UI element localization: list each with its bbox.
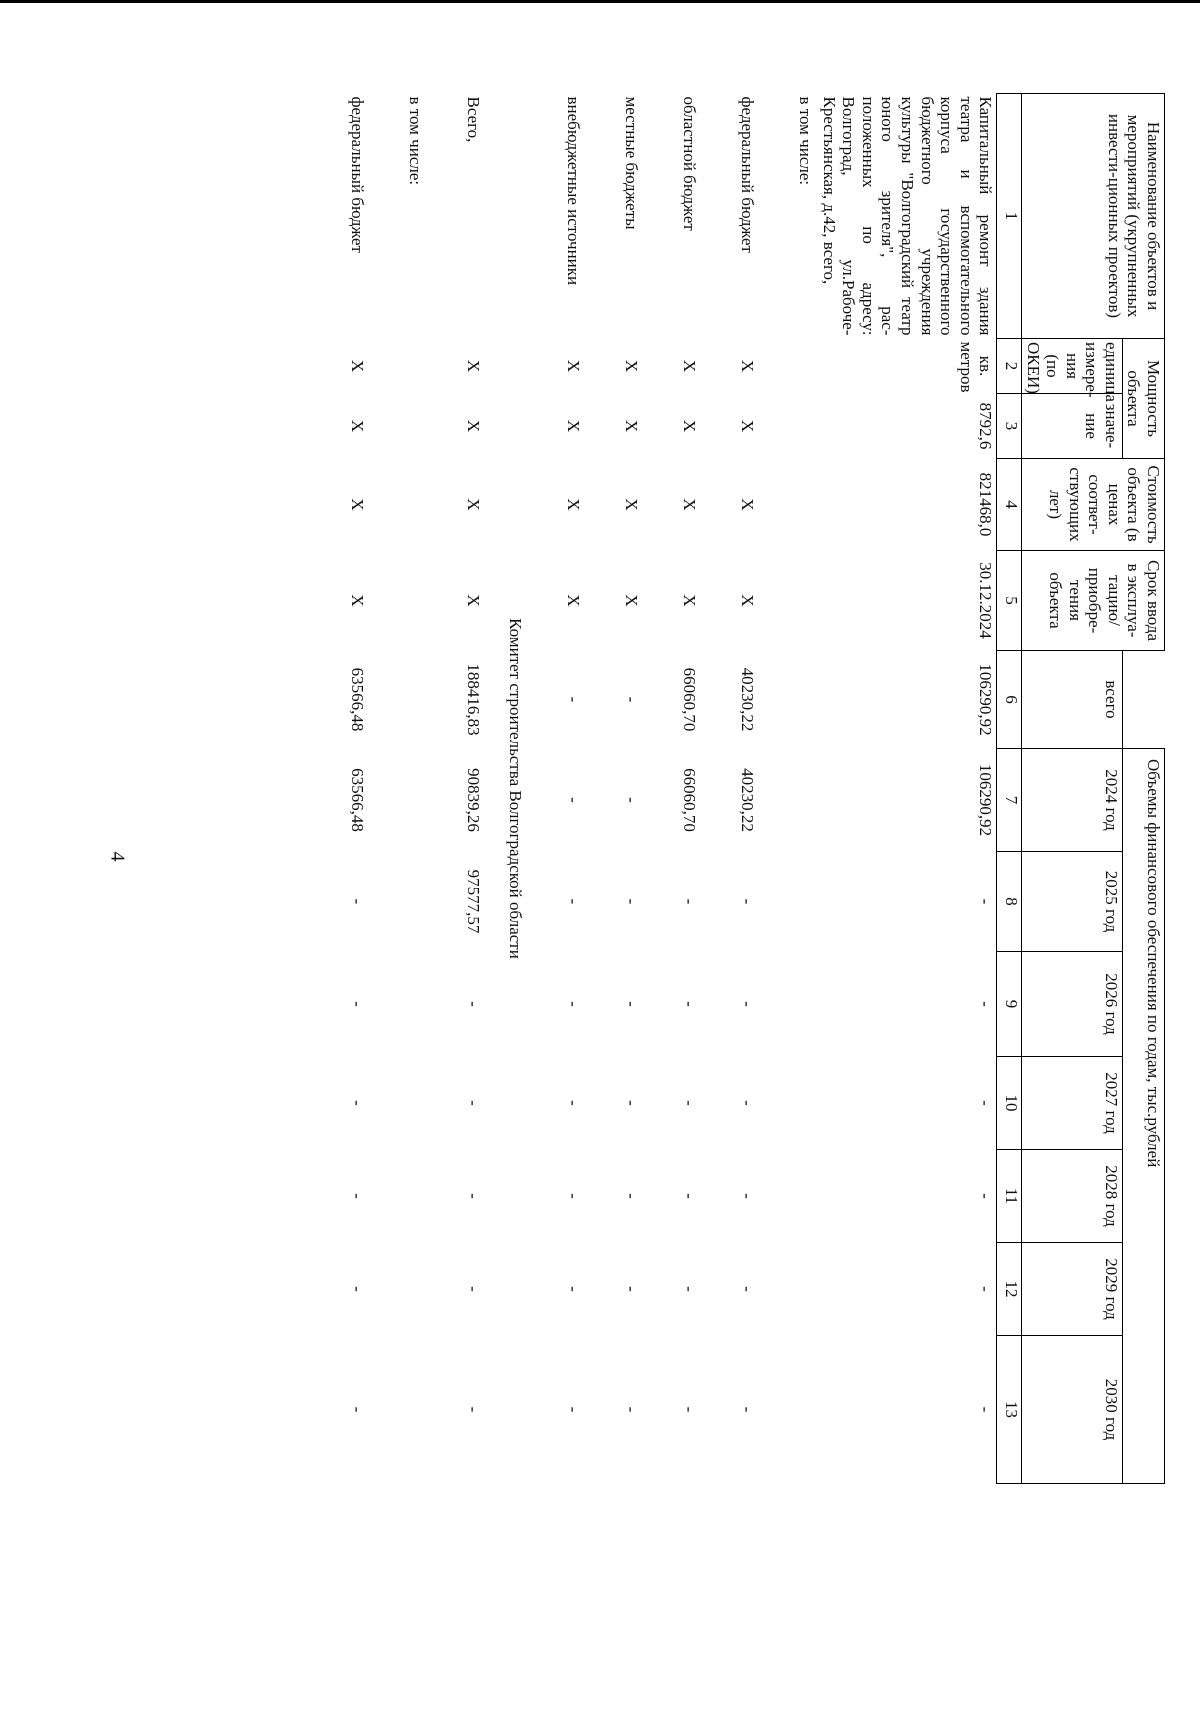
fed2-2025: - xyxy=(348,898,368,905)
obl-x3: X xyxy=(680,498,700,511)
obl-name: областной бюджет xyxy=(680,96,700,231)
col-num-10: 10 xyxy=(997,1057,1022,1150)
vne-2027: - xyxy=(564,1100,584,1106)
header-value: значе-ние xyxy=(1022,394,1123,459)
fed-total: 40230,22 xyxy=(738,667,758,732)
header-term: Срок ввода в эксплуа-тацию/ приобре-тения объекта xyxy=(1022,551,1165,651)
vne-total: - xyxy=(564,696,584,703)
mest-x4: X xyxy=(622,594,642,607)
vsego-2030: - xyxy=(464,1406,484,1413)
main-2027: - xyxy=(976,1100,996,1106)
fed2-x4: X xyxy=(348,594,368,607)
table-row-fed xyxy=(700,94,758,1484)
header-total: всего xyxy=(1022,651,1123,749)
table-row-vsego xyxy=(426,94,484,1484)
col-num-8: 8 xyxy=(997,852,1022,952)
main-value: 8792,6 xyxy=(976,402,996,450)
obl-2028: - xyxy=(680,1193,700,1199)
table-row-committee xyxy=(484,94,526,1484)
vsego-2026: - xyxy=(464,1001,484,1007)
fed-2029: - xyxy=(738,1286,758,1292)
header-year-2029: 2029 год xyxy=(1022,1243,1123,1336)
fed-2027: - xyxy=(738,1100,758,1106)
mest-2029: - xyxy=(622,1286,642,1292)
header-cost: Стоимость объекта (в ценах соответ-ствующих лет) xyxy=(1022,459,1165,551)
incl-label-2: в том числе: xyxy=(406,96,426,186)
fed2-2030: - xyxy=(348,1406,368,1413)
obl-total: 66060,70 xyxy=(680,667,700,732)
vsego-2024: 90839,26 xyxy=(464,768,484,832)
fed2-total: 63566,48 xyxy=(348,667,368,732)
header-finance: Объемы финансового обеспечения по годам, тыс.рублей xyxy=(1122,749,1164,1484)
fed2-x2: X xyxy=(348,419,368,433)
header-year-2028: 2028 год xyxy=(1022,1150,1123,1243)
fed2-x3: X xyxy=(348,498,368,511)
obl-2030: - xyxy=(680,1406,700,1413)
col-num-1: 1 xyxy=(997,94,1022,339)
fed-name: федеральный бюджет xyxy=(738,96,758,253)
incl-empty-1 xyxy=(758,339,816,1484)
finance-table xyxy=(310,93,1165,1484)
incl-label-1: в том числе: xyxy=(796,96,816,186)
vne-2028: - xyxy=(564,1193,584,1199)
table-row-incl-2 xyxy=(368,94,426,1484)
vsego-2027: - xyxy=(464,1100,484,1106)
header-year-2026: 2026 год xyxy=(1022,952,1123,1057)
fed2-2029: - xyxy=(348,1286,368,1292)
vne-x2: X xyxy=(564,419,584,433)
vsego-2028: - xyxy=(464,1193,484,1199)
fed2-x1: X xyxy=(348,359,368,373)
table-row-vne xyxy=(526,94,584,1484)
col-num-3: 3 xyxy=(997,394,1022,459)
main-2025: - xyxy=(976,898,996,905)
header-name: Наименование объектов и мероприятий (укрупненных инвести-ционных проектов) xyxy=(1022,94,1165,339)
fed2-2024: 63566,48 xyxy=(348,768,368,832)
main-2030: - xyxy=(976,1406,996,1413)
fed2-2026: - xyxy=(348,1001,368,1007)
mest-total: - xyxy=(622,696,642,703)
col-num-7: 7 xyxy=(997,749,1022,852)
vsego-x2: X xyxy=(464,419,484,433)
header-finance-blank xyxy=(1122,651,1164,749)
page-number: 4 xyxy=(106,851,129,862)
header-year-2027: 2027 год xyxy=(1022,1057,1123,1150)
fed-2025: - xyxy=(738,898,758,905)
obl-2026: - xyxy=(680,1001,700,1007)
obl-2027: - xyxy=(680,1100,700,1106)
vsego-x4: X xyxy=(464,594,484,607)
obl-2029: - xyxy=(680,1286,700,1292)
main-2029: - xyxy=(976,1286,996,1292)
col-num-13: 13 xyxy=(997,1336,1022,1484)
table-row-fed2 xyxy=(310,94,368,1484)
vsego-2025: 97577,57 xyxy=(464,869,484,934)
table-row-main xyxy=(816,94,997,1484)
fed2-name: федеральный бюджет xyxy=(348,96,368,253)
mest-x3: X xyxy=(622,498,642,511)
table-container xyxy=(165,93,1165,1483)
col-num-4: 4 xyxy=(997,459,1022,551)
incl-empty-2 xyxy=(368,339,426,1484)
vsego-x1: X xyxy=(464,359,484,373)
mest-2026: - xyxy=(622,1001,642,1007)
vne-2026: - xyxy=(564,1001,584,1007)
mest-x1: X xyxy=(622,359,642,373)
fed-2026: - xyxy=(738,1001,758,1007)
fed-x2: X xyxy=(738,419,758,433)
vne-2024: - xyxy=(564,797,584,803)
rotated-table xyxy=(165,93,1165,1483)
header-year-2024: 2024 год xyxy=(1022,749,1123,852)
vne-2030: - xyxy=(564,1406,584,1413)
col-num-6: 6 xyxy=(997,651,1022,749)
obl-2025: - xyxy=(680,898,700,905)
header-year-2030: 2030 год xyxy=(1022,1336,1123,1484)
main-2026: - xyxy=(976,1001,996,1007)
mest-2025: - xyxy=(622,898,642,905)
vne-name: внебюджетные источники xyxy=(564,96,584,286)
vsego-total: 188416,83 xyxy=(464,663,484,736)
header-year-2025: 2025 год xyxy=(1022,852,1123,952)
fed-x4: X xyxy=(738,594,758,607)
obl-2024: 66060,70 xyxy=(680,768,700,832)
header-power: Мощность объекта xyxy=(1122,339,1164,459)
committee-title: Комитет строительства Волгоградской области xyxy=(506,618,526,959)
table-row-obl xyxy=(642,94,700,1484)
table-row-mest xyxy=(584,94,642,1484)
col-num-5: 5 xyxy=(997,551,1022,651)
fed-2024: 40230,22 xyxy=(738,768,758,832)
obl-x4: X xyxy=(680,594,700,607)
main-name: Капитальный ремонт здания театра и вспомогательного корпуса государственного бюджетного учреждения культуры "Волгоградский театр юного зрителя", рас-положенных по адресу: Волгоград, ул.Рабоче-Крестьянская, д.42, всего, xyxy=(819,96,996,336)
fed2-2027: - xyxy=(348,1100,368,1106)
top-edge-line xyxy=(0,0,1200,3)
fed-x3: X xyxy=(738,498,758,511)
header-unit: единица измере-ния (по ОКЕИ) xyxy=(1022,339,1123,394)
fed2-2028: - xyxy=(348,1193,368,1199)
vne-x3: X xyxy=(564,498,584,511)
vne-2029: - xyxy=(564,1286,584,1292)
vsego-2029: - xyxy=(464,1286,484,1292)
vne-x1: X xyxy=(564,359,584,373)
mest-2030: - xyxy=(622,1406,642,1413)
mest-2024: - xyxy=(622,797,642,803)
obl-x2: X xyxy=(680,419,700,433)
main-cost: 821468,0 xyxy=(976,472,996,537)
main-term: 30.12.2024 xyxy=(976,562,996,639)
main-2024: 106290,92 xyxy=(976,763,996,837)
main-total: 106290,92 xyxy=(976,663,996,736)
vsego-name: Всего, xyxy=(464,96,484,143)
col-num-11: 11 xyxy=(997,1150,1022,1243)
obl-x1: X xyxy=(680,359,700,373)
vsego-x3: X xyxy=(464,498,484,511)
mest-2027: - xyxy=(622,1100,642,1106)
fed-x1: X xyxy=(738,359,758,373)
vne-x4: X xyxy=(564,594,584,607)
main-2028: - xyxy=(976,1193,996,1199)
mest-x2: X xyxy=(622,419,642,433)
col-num-2: 2 xyxy=(997,339,1022,394)
main-unit: кв. метров xyxy=(956,341,996,393)
table-row-incl xyxy=(758,94,816,1484)
mest-2028: - xyxy=(622,1193,642,1199)
col-num-9: 9 xyxy=(997,952,1022,1057)
fed-2030: - xyxy=(738,1406,758,1413)
fed-2028: - xyxy=(738,1193,758,1199)
mest-name: местные бюджеты xyxy=(622,96,642,230)
col-num-12: 12 xyxy=(997,1243,1022,1336)
vne-2025: - xyxy=(564,898,584,905)
